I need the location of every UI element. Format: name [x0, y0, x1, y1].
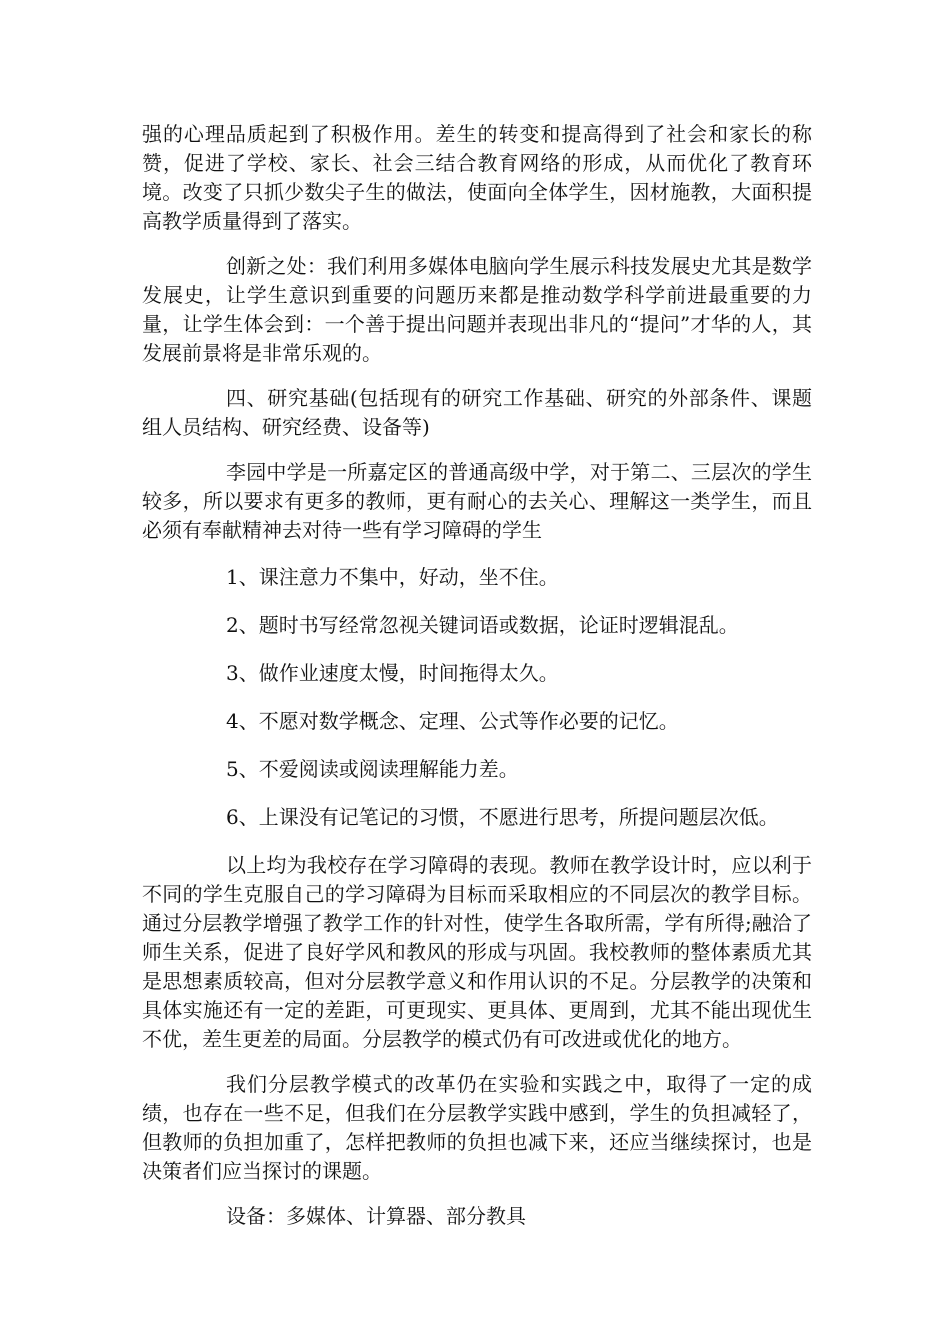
- learning-obstacles-list: [142, 563, 812, 832]
- list-item: 2、题时书写经常忽视关键词语或数据，论证时逻辑混乱。: [226, 613, 739, 637]
- paragraph-continuation: 强的心理品质起到了积极作用。差生的转变和提高得到了社会和家长的称赞，促进了学校、家长、社会三结合教育网络的形成，从而优化了教育环境。改变了只抓少数尖子生的做法，使面向全体学生，因材施教，大面积提高教学质量得到了落实。: [142, 122, 812, 233]
- list-item: 5、不爱阅读或阅读理解能力差。: [226, 757, 519, 781]
- paragraph-summary: 以上均为我校存在学习障碍的表现。教师在教学设计时，应以利于不同的学生克服自己的学习障碍为目标而采取相应的不同层次的教学目标。通过分层教学增强了教学工作的针对性，使学生各取所需，学有所得;融洽了师生关系，促进了良好学风和教风的形成与巩固。我校教师的整体素质尤其是思想素质较高，但对分层教学意义和作用认识的不足。分层教学的决策和具体实施还有一定的差距，可更现实、更具体、更周到，尤其不能出现优生不优，差生更差的局面。分层教学的模式仍有可改进或优化的地方。: [142, 853, 812, 1051]
- document-body: [142, 120, 812, 1247]
- section-heading-research-basis: 四、研究基础(包括现有的研究工作基础、研究的外部条件、课题组人员结构、研究经费、设备等): [142, 386, 812, 439]
- list-item: 1、课注意力不集中，好动，坐不住。: [226, 565, 559, 589]
- paragraph-reform: 我们分层教学模式的改革仍在实验和实践之中，取得了一定的成绩，也存在一些不足，但我们在分层教学实践中感到，学生的负担减轻了，但教师的负担加重了，怎样把教师的负担也减下来，还应当继续探讨，也是决策者们应当探讨的课题。: [142, 1072, 812, 1183]
- list-item: 3、做作业速度太慢，时间拖得太久。: [226, 661, 559, 685]
- list-item: 6、上课没有记笔记的习惯，不愿进行思考，所提问题层次低。: [226, 805, 779, 829]
- equipment-line: 设备：多媒体、计算器、部分教具: [226, 1204, 526, 1228]
- paragraph-innovation: 创新之处：我们利用多媒体电脑向学生展示科技发展史尤其是数学发展史，让学生意识到重要的问题历来都是推动数学科学前进最重要的力量，让学生体会到：一个善于提出问题并表现出非凡的“提问”才华的人，其发展前景将是非常乐观的。: [142, 254, 812, 365]
- list-item: 4、不愿对数学概念、定理、公式等作必要的记忆。: [226, 709, 679, 733]
- paragraph-school-intro: 李园中学是一所嘉定区的普通高级中学，对于第二、三层次的学生较多，所以要求有更多的教师，更有耐心的去关心、理解这一类学生，而且必须有奉献精神去对待一些有学习障碍的学生: [142, 460, 812, 542]
